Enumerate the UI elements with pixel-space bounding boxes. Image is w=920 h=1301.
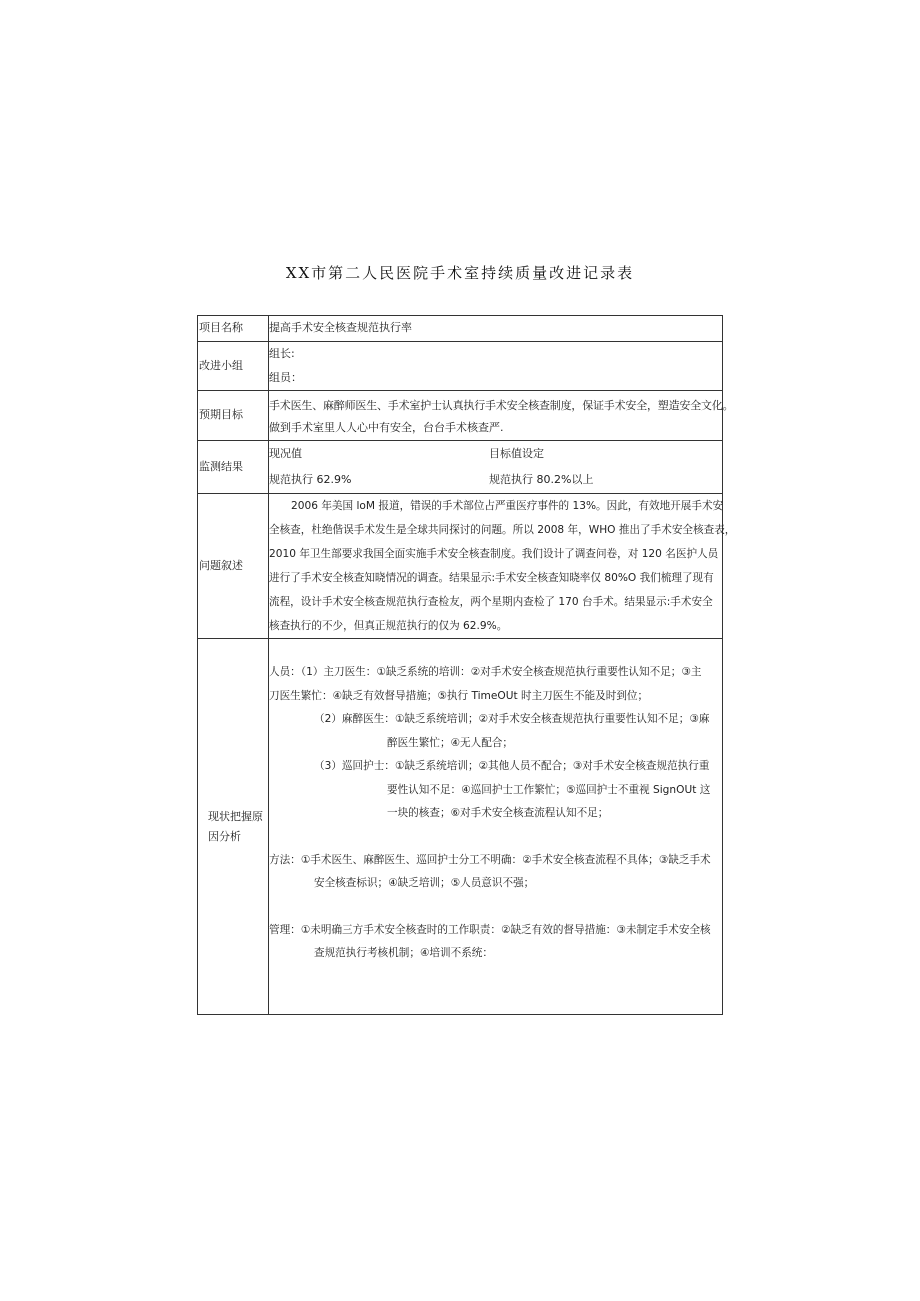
nurse-line: 要性认知不足：④巡回护士工作繁忙；⑤巡回护士不重视 SignOUt 这 [387, 783, 711, 796]
goal-line-1: 手术医生、麻醉师医生、手术室护士认真执行手术安全核查制度，保证手术安全，塑造安全文化。 [269, 399, 734, 412]
page-title: XX市第二人民医院手术室持续质量改进记录表 [285, 264, 635, 282]
method-line: 安全核查标识；④缺乏培训；⑤人员意识不强； [314, 877, 535, 889]
analysis-label-line-1: 现状把握原 [208, 809, 263, 823]
monitor-header-row [269, 441, 722, 467]
personnel-line: 人员：（1）主刀医生：①缺乏系统的培训：②对手术安全核查规范执行重要性认知不足；③主 [269, 666, 702, 678]
project-value: 提高手术安全核查规范执行率 [269, 316, 723, 342]
problem-line: 流程，设计手术安全核查规范执行查检友，两个星期内查检了 170 台手术。结果显示:手术安全 [269, 596, 713, 608]
monitor-cell [269, 441, 723, 494]
record-table [197, 315, 736, 1015]
team-label: 改进小组 [198, 342, 269, 391]
target-value: 规范执行 80.2%以上 [489, 473, 594, 486]
management-line: 查规范执行考核机制；④培训不系统： [314, 947, 493, 959]
problem-cell [269, 494, 736, 639]
row-analysis [198, 639, 723, 1015]
problem-line: 2006 年美国 loM 报道，错误的手术部位占严重医疗事件的 13%。因此，有效地开展手术安 [291, 500, 724, 512]
row-team [198, 342, 723, 391]
anesthesia-line: （2）麻醉医生：①缺乏系统培训；②对手术安全核查规范执行重要性认知不足；③麻 [314, 713, 710, 725]
problem-line: 全核查，杜绝偕误手术发生是全球共同探讨的问题。所以 2008 年，WHO 推出了手术安全核查表， [269, 524, 736, 536]
target-header: 目标值设定 [489, 447, 544, 460]
method-line: 方法：①手术医生、麻醉医生、巡回护士分工不明确：②手术安全核查流程不具体；③缺乏手术 [269, 853, 711, 866]
project-label: 项目名称 [198, 316, 269, 342]
problem-line: 2010 年卫生部要求我国全面实施手术安全核查制度。我们设计了调查问卷，对 120 名医护人员 [269, 548, 719, 560]
management-line: 管理：①未明确三方手术安全核查时的工作职责：②缺乏有效的督导措施：③未制定手术安全核 [269, 923, 711, 936]
monitor-value-row [269, 467, 722, 493]
analysis-label [198, 639, 269, 1015]
team-cell [269, 342, 723, 391]
personnel-line: 刀医生繁忙：④缺乏有效督导措施；⑤执行 TimeOUt 时主刀医生不能及时到位； [269, 689, 649, 702]
row-goal [198, 391, 723, 441]
row-problem [198, 494, 723, 639]
monitor-label: 监测结果 [198, 441, 269, 494]
problem-line: 进行了手术安全核查知晓情况的调查。结果显示:手术安全核查知晓率仅 80%O 我们梳理了现有 [269, 572, 714, 584]
goal-label: 预期目标 [198, 391, 269, 441]
anesthesia-line: 醉医生繁忙；④无人配合； [387, 736, 514, 749]
goal-line-2: 做到手术室里人人心中有安全，台台手术核查严. [269, 421, 504, 434]
team-leader: 组长: [269, 347, 295, 360]
analysis-cell [269, 639, 723, 1015]
problem-label: 问题叙述 [198, 494, 269, 639]
nurse-line: （3）巡回护士：①缺乏系统培训；②其他人员不配合；③对手术安全核查规范执行重 [314, 760, 710, 772]
current-value: 规范执行 62.9% [269, 473, 352, 486]
current-header: 现况值 [269, 447, 302, 460]
team-members: 组员： [269, 371, 302, 384]
row-monitor [198, 441, 723, 494]
row-project [198, 316, 723, 342]
problem-line: 核查执行的不少，但真正规范执行的仅为 62.9%。 [269, 620, 508, 632]
goal-cell [269, 391, 734, 441]
nurse-line: 一块的核查；⑥对手术安全核查流程认知不足； [387, 807, 609, 819]
analysis-label-line-2: 因分析 [208, 829, 241, 843]
